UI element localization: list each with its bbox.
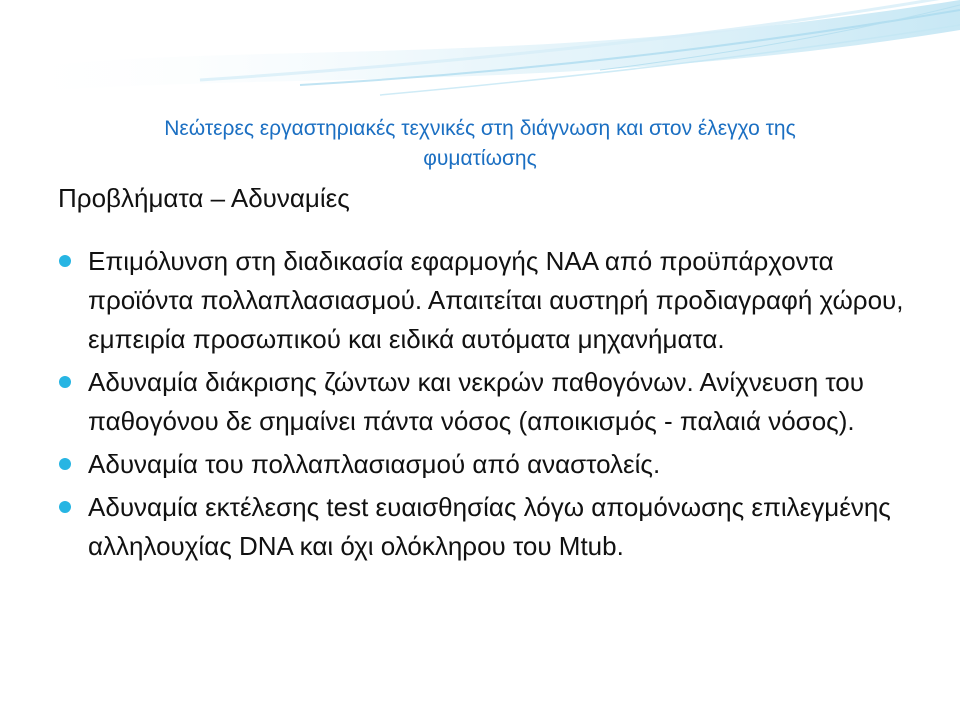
bullet-text: Αδυναμία του πολλαπλασιασμού από αναστολείς. (88, 449, 661, 479)
slide-title-line-2: φυματίωσης (423, 147, 537, 170)
bullet-dot-icon (59, 255, 71, 267)
bullet-item (58, 242, 918, 359)
bullet-dot-icon (59, 501, 71, 513)
bullet-dot-icon (59, 458, 71, 470)
bullet-item (58, 363, 918, 441)
bullet-dot-icon (59, 376, 71, 388)
bullet-item (58, 445, 918, 484)
slide-title-line-1: Νεώτερες εργαστηριακές τεχνικές στη διάγνωση και στον έλεγχο της (164, 117, 796, 140)
bullet-text: Αδυναμία διάκρισης ζώντων και νεκρών παθογόνων. Ανίχνευση του παθογόνου δε σημαίνει πάντα νόσος (αποικισμός - παλαιά νόσος). (88, 367, 864, 436)
bullet-list (58, 242, 918, 570)
slide-title (40, 114, 920, 174)
slide-subtitle: Προβλήματα – Αδυναμίες (58, 183, 350, 213)
decor-wave-1 (0, 0, 960, 95)
bullet-item (58, 488, 918, 566)
bullet-text: Αδυναμία εκτέλεσης test ευαισθησίας λόγω απομόνωσης επιλεγμένης αλληλουχίας DNA και όχι ολόκληρου του Mtub. (88, 492, 891, 561)
bullet-text: Επιμόλυνση στη διαδικασία εφαρμογής ΝΑΑ από προϋπάρχοντα προϊόντα πολλαπλασιασμού. Απαιτείται αυστηρή προδιαγραφή χώρου, εμπειρία προσωπικού και ειδικά αυτόματα μηχανήματα. (88, 246, 904, 354)
